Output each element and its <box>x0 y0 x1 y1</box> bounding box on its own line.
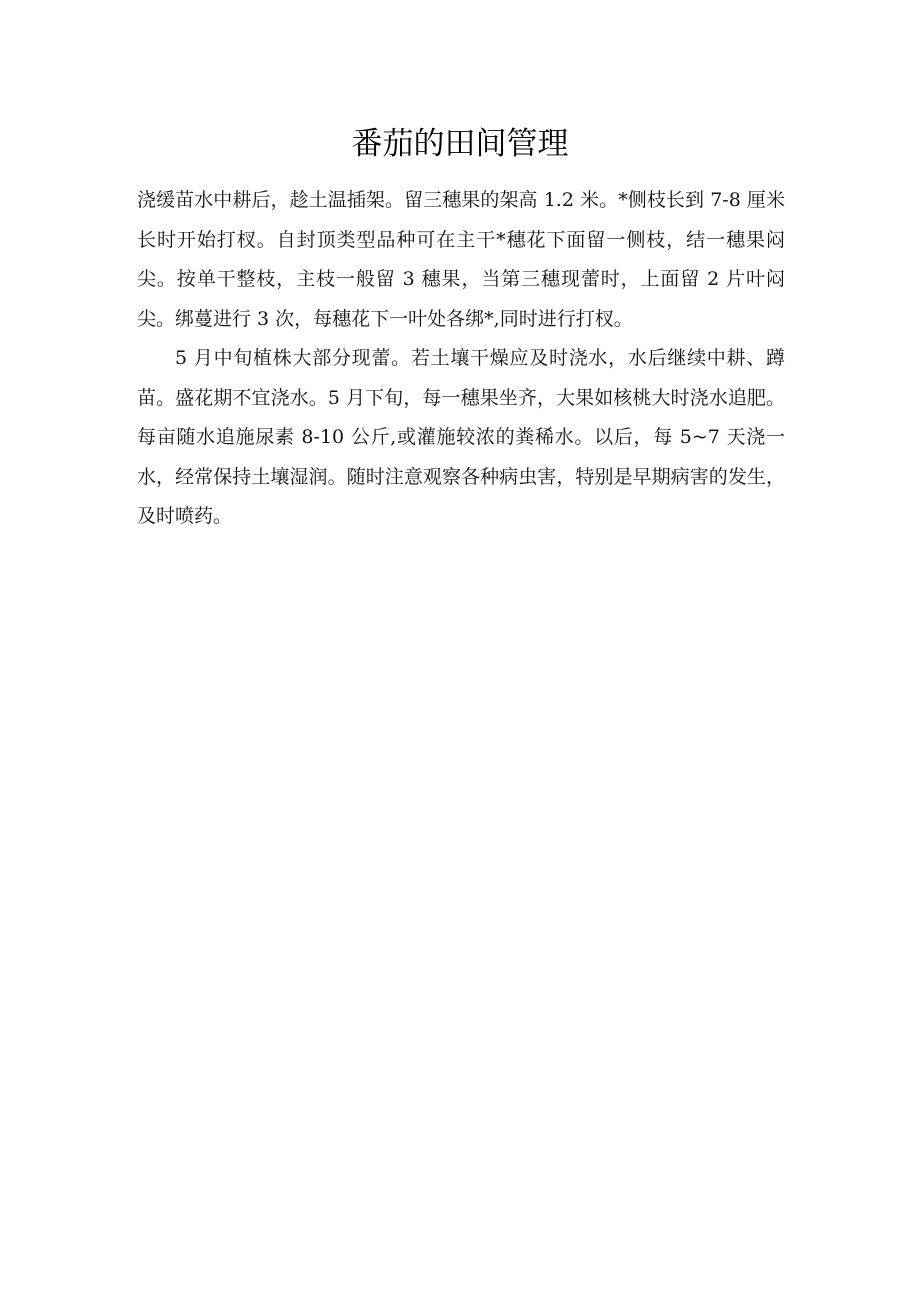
paragraph-1: 浇缓苗水中耕后，趁土温插架。留三穗果的架高 1.2 米。*侧枝长到 7-8 厘米长时开始打杈。自封顶类型品种可在主干*穗花下面留一侧枝，结一穗果闷尖。按单干整枝，主枝一般留 3 穗果，当第三穗现蕾时，上面留 2 片叶闷尖。绑蔓进行 3 次，每穗花下一叶处各绑*,同时进行打杈。 <box>137 189 785 330</box>
document-title: 番茄的田间管理 <box>351 126 569 162</box>
paragraph-2: 5 月中旬植株大部分现蕾。若土壤干燥应及时浇水，水后继续中耕、蹲苗。盛花期不宜浇水。5 月下旬，每一穗果坐齐，大果如核桃大时浇水追肥。每亩随水追施尿素 8-10 公斤,或灌施较浓的粪稀水。以后，每 5~7 天浇一水，经常保持土壤湿润。随时注意观察各种病虫害，特别是早期病害的发生，及时喷药。 <box>137 347 785 527</box>
document-body <box>137 181 785 537</box>
